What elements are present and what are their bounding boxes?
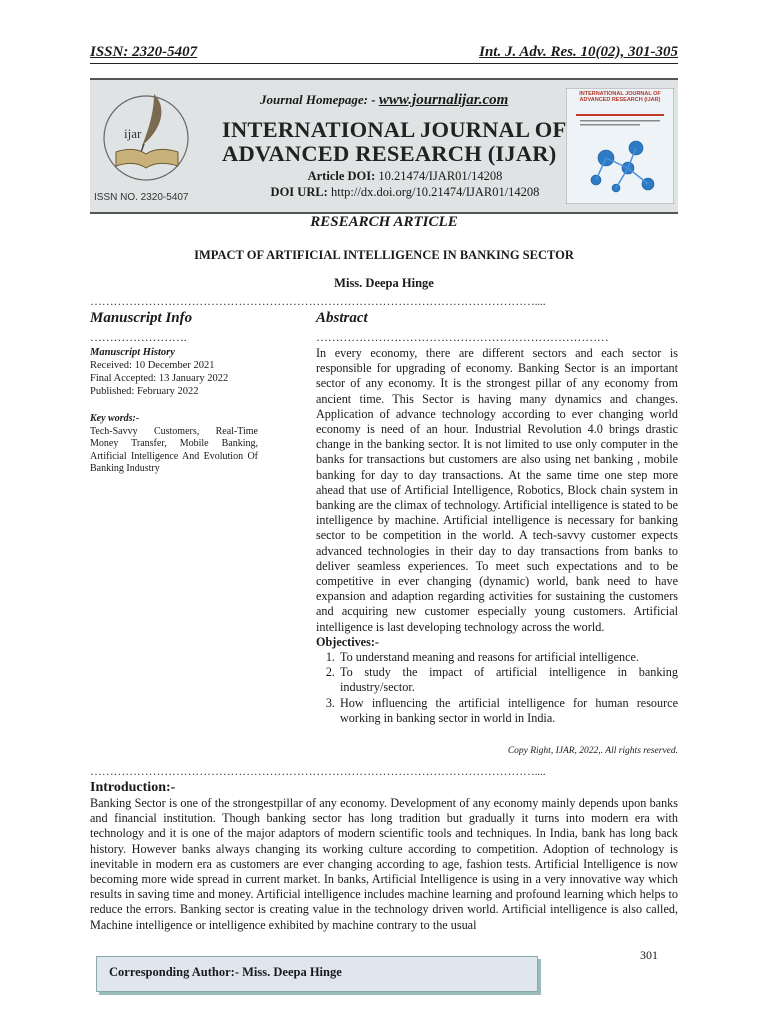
introduction-heading: Introduction:- xyxy=(90,780,176,795)
copyright-notice: Copy Right, IJAR, 2022,. All rights reserved. xyxy=(507,746,678,756)
dotted-divider-left: ……………………. xyxy=(90,330,187,344)
article-type: RESEARCH ARTICLE xyxy=(310,214,458,230)
objectives-heading: Objectives:- xyxy=(316,634,379,649)
homepage-label: Journal Homepage: - xyxy=(260,92,376,107)
page-header xyxy=(90,44,678,64)
doi-label: Article DOI: xyxy=(307,169,376,183)
received-date: Received: 10 December 2021 xyxy=(90,360,215,371)
page-number: 301 xyxy=(640,948,658,962)
citation-text: Int. J. Adv. Res. 10(02), 301-305 xyxy=(479,44,678,60)
keywords-heading: Key words:- xyxy=(90,413,140,424)
introduction-text: Banking Sector is one of the strongestpillar of any economy. Development of any economy mainly depends upon banks and financial institution. Though banking sector has long tradition but gradually it turns into modern era with technology and it is one of the major adaptors of modern scientific tools and techniques. In India, bank has long back history. However banks always changing its working culture according to competition. Adoption of technology is inevitable in modern era as customers are ever changing according to age, fashion tests. Artificial Intelligence is now becoming more wide spread in current market. In banks, Artificial Intelligence is using in a very innovative way which results in saving time and money. Artificial intelligence includes machine learning and profound learning which helps to reduce the errors. Banking sector is creating value in the technology driven world. Artificial intelligence is also called, Machine intelligence or intelligence exhibited by machine contrary to the usual xyxy=(90,796,678,932)
history-heading: Manuscript History xyxy=(90,347,175,358)
ijar-logo-icon xyxy=(94,86,198,204)
dotted-divider-right: ………………………………………………………………… xyxy=(316,330,609,344)
issn-text: ISSN: 2320-5407 xyxy=(90,44,198,60)
keywords-list: Tech-Savvy Customers, Real-Time Money Transfer, Mobile Banking, Artificial Intelligence And Evolution Of Banking Industry xyxy=(90,425,258,474)
abstract-body xyxy=(316,346,678,726)
doi-block xyxy=(240,168,570,200)
objective-item: 3. How influencing the artificial intelligence for human resource working in banking sector in world in India. xyxy=(338,696,678,726)
objectives-list xyxy=(316,650,678,726)
article-title: IMPACT OF ARTIFICIAL INTELLIGENCE IN BANKING SECTOR xyxy=(194,248,574,262)
doi-value: 10.21474/IJAR01/14208 xyxy=(378,169,503,183)
article-author: Miss. Deepa Hinge xyxy=(334,276,434,290)
accepted-date: Final Accepted: 13 January 2022 xyxy=(90,373,229,384)
corresponding-author: Corresponding Author:- Miss. Deepa Hinge xyxy=(109,965,342,979)
journal-cover-image xyxy=(566,88,674,204)
objective-item: 2. To study the impact of artificial intelligence in banking industry/sector. xyxy=(338,665,678,695)
logo-text: ijar xyxy=(124,126,142,141)
abstract-heading: Abstract xyxy=(316,310,368,326)
dotted-divider: …………………………………………………………………………………………………….... xyxy=(90,764,546,778)
corresponding-author-box xyxy=(96,956,538,992)
doi-url-link[interactable]: http://dx.doi.org/10.21474/IJAR01/14208 xyxy=(330,185,540,199)
issn-number: ISSN NO. 2320-5407 xyxy=(94,192,189,203)
journal-homepage xyxy=(260,92,508,109)
abstract-text: In every economy, there are different sectors and each sector is responsible for upgrading of economy. Banking Sector is an important sector of any economy. It is the strongest pillar of any economy from ancient time. This Sector is having many dynamics and changes. Application of advance technology according to ever changing world economy is need of an hour. Industrial Revolution 4.0 brings drastic change in the banking sector. It is not limited to use only computer in the banks for transactions but customers are also using net banking , mobile banking for day to day transactions. At the same time one step more ahead that use of Artificial Intelligence, Robotics, Block chain system in banking are the climax of technology. Artificial intelligence is stated to be intelligence by machine. Artificial intelligence is necessary for banking sector to be competition in the world. A tech-savvy customer expects advanced technologies in their day to day transactions from banks to deliver seamless experiences. To meet such expectations and to be competitive in ever changing (dynamic) world, bank need to have expansion and adaption regarding activities for sustaining the customers and acquiring new customer especially young customers. Artificial intelligence is last developing technology across the world. xyxy=(316,346,678,634)
objective-item: 1. To understand meaning and reasons for artificial intelligence. xyxy=(338,650,678,665)
published-date: Published: February 2022 xyxy=(90,386,199,397)
cover-text: INTERNATIONAL JOURNAL OF ADVANCED RESEARCH (IJAR) xyxy=(579,91,661,103)
journal-title: INTERNATIONAL JOURNAL OF ADVANCED RESEARCH (IJAR) xyxy=(222,117,566,166)
homepage-link[interactable]: www.journalijar.com xyxy=(378,92,509,108)
manuscript-history xyxy=(90,346,260,398)
manuscript-info-heading: Manuscript Info xyxy=(90,310,193,326)
dotted-divider: …………………………………………………………………………………………………….... xyxy=(90,294,546,308)
doi-url-label: DOI URL: xyxy=(270,185,328,199)
keywords-block xyxy=(90,413,258,476)
